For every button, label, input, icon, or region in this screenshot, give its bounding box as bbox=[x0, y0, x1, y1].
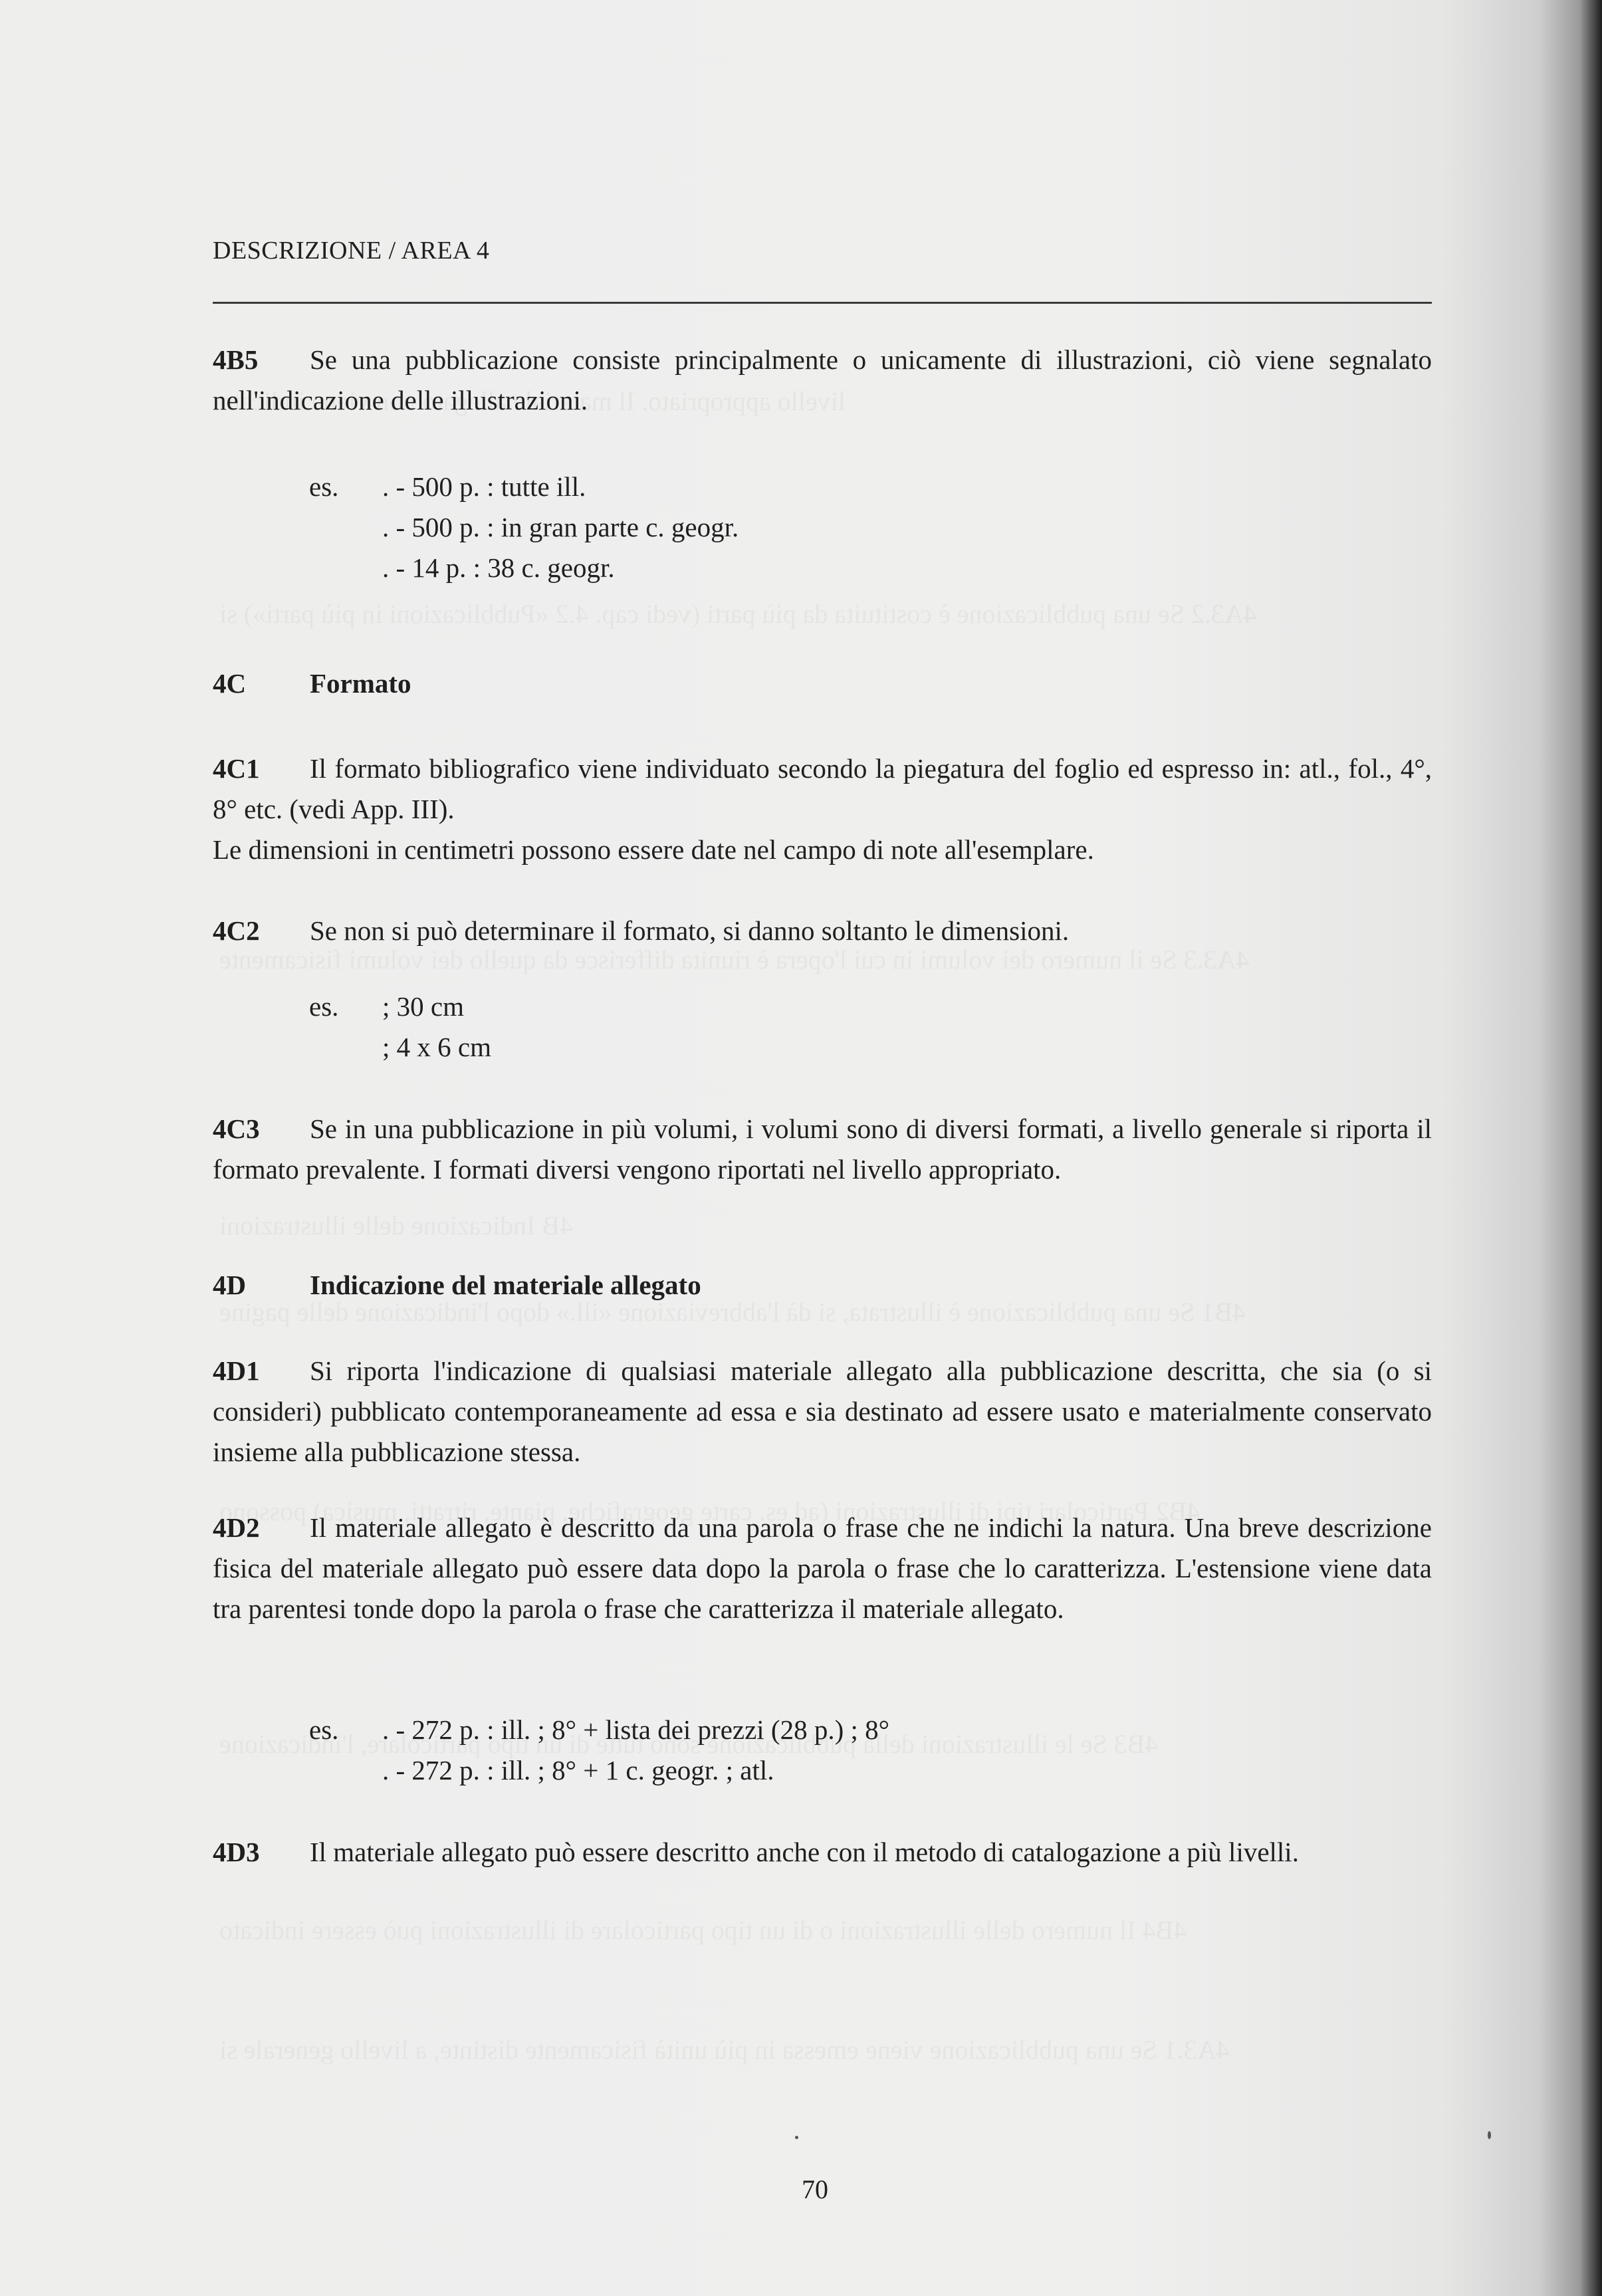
paragraph-4d3 bbox=[213, 1832, 1432, 1873]
section-code: 4C2 bbox=[213, 915, 260, 946]
section-code: 4D bbox=[213, 1270, 247, 1300]
section-code: 4C3 bbox=[213, 1113, 260, 1144]
section-title: Formato bbox=[310, 668, 411, 699]
section-code: 4D3 bbox=[213, 1837, 260, 1867]
paragraph-text: Si riporta l'indicazione di qualsiasi materiale allegato alla pubblicazione descritta, che sia (o si consideri) pubblicato contemporaneamente ad essa e sia destinato ad essere usato e materialmente conservato insieme alla pubblicazione stessa. bbox=[213, 1355, 1432, 1467]
paper-speck bbox=[1488, 2131, 1491, 2139]
example-line: . - 272 p. : ill. ; 8° + 1 c. geogr. ; atl. bbox=[382, 1755, 774, 1785]
section-title: Indicazione del materiale allegato bbox=[310, 1270, 701, 1300]
example-lines bbox=[382, 467, 739, 588]
paragraph-4b5 bbox=[213, 340, 1432, 421]
section-code: 4C bbox=[213, 668, 247, 699]
paragraph-text: Se non si può determinare il formato, si danno soltanto le dimensioni. bbox=[310, 915, 1070, 946]
section-code: 4D2 bbox=[213, 1512, 260, 1543]
page-number: 70 bbox=[802, 2174, 828, 2204]
example-line: . - 500 p. : tutte ill. bbox=[382, 471, 586, 502]
heading-4d bbox=[213, 1265, 1432, 1306]
heading-4c bbox=[213, 663, 1432, 704]
paragraph-4d2 bbox=[213, 1508, 1432, 1629]
section-code: 4C1 bbox=[213, 753, 260, 784]
example-line: . - 500 p. : in gran parte c. geogr. bbox=[382, 512, 739, 542]
example-line: ; 4 x 6 cm bbox=[382, 1032, 491, 1062]
example-lines bbox=[382, 1710, 889, 1791]
example-line: . - 272 p. : ill. ; 8° + lista dei prezzi (28 p.) ; 8° bbox=[382, 1714, 890, 1745]
paragraph-4c1 bbox=[213, 748, 1432, 830]
section-code: 4D1 bbox=[213, 1355, 260, 1386]
paragraph-text: Il formato bibliografico viene individuato secondo la piegatura del foglio ed espresso in: atl., fol., 4°, 8° etc. (vedi App. III). bbox=[213, 753, 1432, 824]
example-line: ; 30 cm bbox=[382, 991, 464, 1022]
paragraph-4d1 bbox=[213, 1351, 1432, 1472]
paragraph-text: Se una pubblicazione consiste principalmente o unicamente di illustrazioni, ciò viene segnalato nell'indicazione delle illustrazioni. bbox=[213, 344, 1432, 415]
example-label: es. bbox=[309, 471, 339, 502]
paragraph-text: Il materiale allegato è descritto da una parola o frase che ne indichi la natura. Una breve descrizione fisica del materiale allegato può essere data dopo la parola o frase che lo caratterizza. L'estensione viene data tra parentesi tonde dopo la parola o frase che caratterizza il materiale allegato. bbox=[213, 1512, 1432, 1624]
running-head: DESCRIZIONE / AREA 4 bbox=[213, 237, 490, 265]
paragraph-text: Se in una pubblicazione in più volumi, i volumi sono di diversi formati, a livello generale si riporta il formato prevalente. I formati diversi vengono riportati nel livello appropriato. bbox=[213, 1113, 1432, 1185]
example-label: es. bbox=[309, 991, 339, 1022]
example-label: es. bbox=[309, 1714, 339, 1745]
paragraph-4c3 bbox=[213, 1109, 1432, 1190]
paragraph-4c2 bbox=[213, 911, 1432, 951]
paper-speck bbox=[795, 2136, 798, 2139]
example-line: . - 14 p. : 38 c. geogr. bbox=[382, 552, 615, 583]
header-rule bbox=[213, 302, 1432, 304]
section-code: 4B5 bbox=[213, 344, 259, 375]
paragraph-4c1-continuation: Le dimensioni in centimetri possono essere date nel campo di note all'esemplare. bbox=[213, 834, 1094, 865]
example-lines bbox=[382, 986, 491, 1068]
paragraph-text: Il materiale allegato può essere descritto anche con il metodo di catalogazione a più livelli. bbox=[310, 1837, 1299, 1867]
